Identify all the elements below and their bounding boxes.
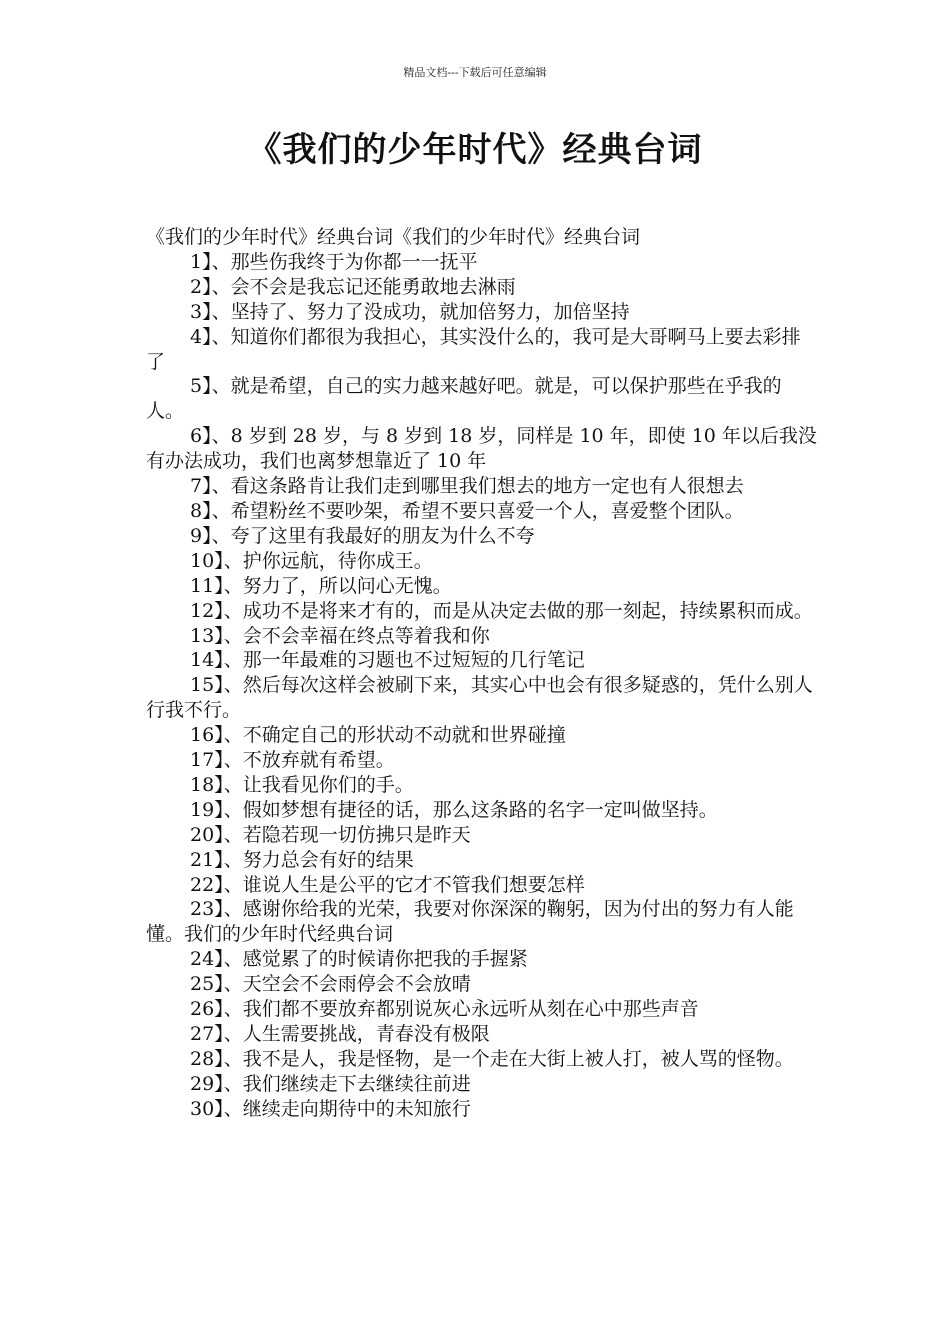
- quote-number: 11】: [190, 574, 224, 597]
- quote-number: 27】: [190, 1023, 224, 1045]
- quote-text: 、努力总会有好的结果: [223, 848, 414, 871]
- quote-text: 、会不会幸福在终点等着我和你: [223, 624, 490, 647]
- quote-item: [146, 648, 818, 673]
- quote-item: [146, 897, 818, 947]
- quote-item: [146, 250, 818, 275]
- quote-item: [146, 275, 818, 300]
- quote-list: [146, 250, 818, 1122]
- quote-number: 18】: [190, 773, 224, 796]
- quote-number: 5】: [190, 375, 212, 398]
- quote-text: 、坚持了、努力了没成功，就加倍努力，加倍坚持: [211, 300, 630, 323]
- quote-text: 、努力了，所以问心无愧。: [223, 574, 452, 597]
- quote-number: 14】: [190, 649, 224, 672]
- intro-line: 《我们的少年时代》经典台词《我们的少年时代》经典台词: [146, 226, 641, 248]
- quote-text: 、夸了这里有我最好的朋友为什么不夸: [211, 524, 535, 547]
- quote-item: [146, 773, 818, 798]
- quote-item: [146, 499, 818, 524]
- quote-text: 、就是希望，自己的实力越来越好吧。就是，可以保护那些在乎我的人。: [146, 375, 782, 423]
- quote-item: [146, 374, 818, 424]
- quote-text: 、不确定自己的形状动不动就和世界碰撞: [223, 724, 566, 747]
- quote-number: 28】: [190, 1047, 224, 1070]
- quote-item: [146, 1097, 818, 1122]
- quote-text: 、我们都不要放弃都别说灰心永远听从刻在心中那些声音: [223, 998, 699, 1021]
- quote-text: 、知道你们都很为我担心，其实没什么的，我可是大哥啊马上要去彩排了: [146, 325, 801, 373]
- quote-item: [146, 972, 818, 997]
- quote-item: [146, 1022, 818, 1047]
- quote-number: 16】: [190, 724, 224, 747]
- quote-text: 、感觉累了的时候请你把我的手握紧: [223, 948, 528, 971]
- quote-number: 25】: [190, 973, 224, 996]
- quote-item: [146, 1047, 818, 1072]
- quote-number: 22】: [190, 873, 224, 896]
- quote-number: 15】: [190, 674, 224, 697]
- quote-text: 、那些伤我终于为你都一一抚平: [211, 250, 478, 273]
- quote-item: [146, 574, 818, 599]
- quote-item: [146, 873, 818, 898]
- document-body: [146, 225, 818, 1122]
- quote-text: 、假如梦想有捷径的话，那么这条路的名字一定叫做坚持。: [223, 798, 718, 821]
- quote-item: [146, 325, 818, 375]
- quote-text: 、看这条路肯让我们走到哪里我们想去的地方一定也有人很想去: [211, 475, 744, 498]
- quote-number: 23】: [190, 898, 224, 921]
- quote-item: [146, 424, 818, 474]
- quote-number: 26】: [190, 998, 224, 1021]
- quote-item: [146, 848, 818, 873]
- quote-text: 、8 岁到 28 岁，与 8 岁到 18 岁，同样是 10 年，即使 10 年以后我没有办法成功，我们也离梦想靠近了 10 年: [146, 425, 817, 473]
- quote-text: 、谁说人生是公平的它才不管我们想要怎样: [223, 873, 585, 896]
- quote-number: 4】: [190, 325, 212, 348]
- quote-item: [146, 599, 818, 624]
- quote-text: 、感谢你给我的光荣，我要对你深深的鞠躬，因为付出的努力有人能懂。我们的少年时代经典台词: [146, 898, 794, 946]
- quote-number: 2】: [190, 275, 212, 298]
- quote-number: 13】: [190, 624, 224, 647]
- quote-text: 、人生需要挑战，青春没有极限: [223, 1023, 490, 1045]
- quote-text: 、那一年最难的习题也不过短短的几行笔记: [223, 649, 585, 672]
- quote-number: 9】: [190, 524, 212, 547]
- quote-item: [146, 474, 818, 499]
- quote-text: 、然后每次这样会被刷下来，其实心中也会有很多疑惑的，凭什么别人行我不行。: [146, 674, 813, 722]
- quote-item: [146, 300, 818, 325]
- quote-number: 12】: [190, 599, 224, 622]
- quote-item: [146, 524, 818, 549]
- quote-number: 20】: [190, 823, 224, 846]
- quote-item: [146, 798, 818, 823]
- quote-item: [146, 997, 818, 1022]
- quote-text: 、会不会是我忘记还能勇敢地去淋雨: [211, 275, 516, 298]
- quote-number: 30】: [190, 1097, 224, 1120]
- quote-text: 、我不是人，我是怪物，是一个走在大街上被人打，被人骂的怪物。: [223, 1047, 794, 1070]
- quote-item: [146, 748, 818, 773]
- quote-item: [146, 624, 818, 649]
- quote-item: [146, 549, 818, 574]
- quote-text: 、不放弃就有希望。: [223, 749, 395, 772]
- quote-text: 、继续走向期待中的未知旅行: [223, 1097, 471, 1120]
- quote-number: 24】: [190, 948, 224, 971]
- quote-number: 1】: [190, 250, 212, 273]
- quote-text: 、护你远航，待你成王。: [223, 549, 433, 572]
- quote-item: [146, 823, 818, 848]
- quote-number: 6】: [190, 425, 212, 448]
- quote-text: 、若隐若现一切仿拂只是昨天: [223, 823, 471, 846]
- page-title: 《我们的少年时代》经典台词: [247, 130, 703, 170]
- header-note: 精品文档---下载后可任意编辑: [403, 66, 547, 79]
- quote-number: 3】: [190, 300, 212, 323]
- quote-number: 8】: [190, 499, 212, 522]
- quote-number: 10】: [190, 549, 224, 572]
- quote-text: 、成功不是将来才有的，而是从决定去做的那一刻起，持续累积而成。: [223, 599, 813, 622]
- quote-number: 7】: [190, 475, 212, 498]
- quote-item: [146, 947, 818, 972]
- quote-text: 、希望粉丝不要吵架，希望不要只喜爱一个人，喜爱整个团队。: [211, 499, 744, 522]
- quote-number: 21】: [190, 848, 224, 871]
- quote-number: 17】: [190, 749, 224, 772]
- quote-item: [146, 673, 818, 723]
- quote-item: [146, 723, 818, 748]
- quote-text: 、让我看见你们的手。: [223, 773, 414, 796]
- quote-number: 19】: [190, 798, 224, 821]
- quote-item: [146, 1072, 818, 1097]
- quote-text: 、天空会不会雨停会不会放晴: [223, 973, 471, 996]
- quote-text: 、我们继续走下去继续往前进: [223, 1072, 471, 1095]
- quote-number: 29】: [190, 1072, 224, 1095]
